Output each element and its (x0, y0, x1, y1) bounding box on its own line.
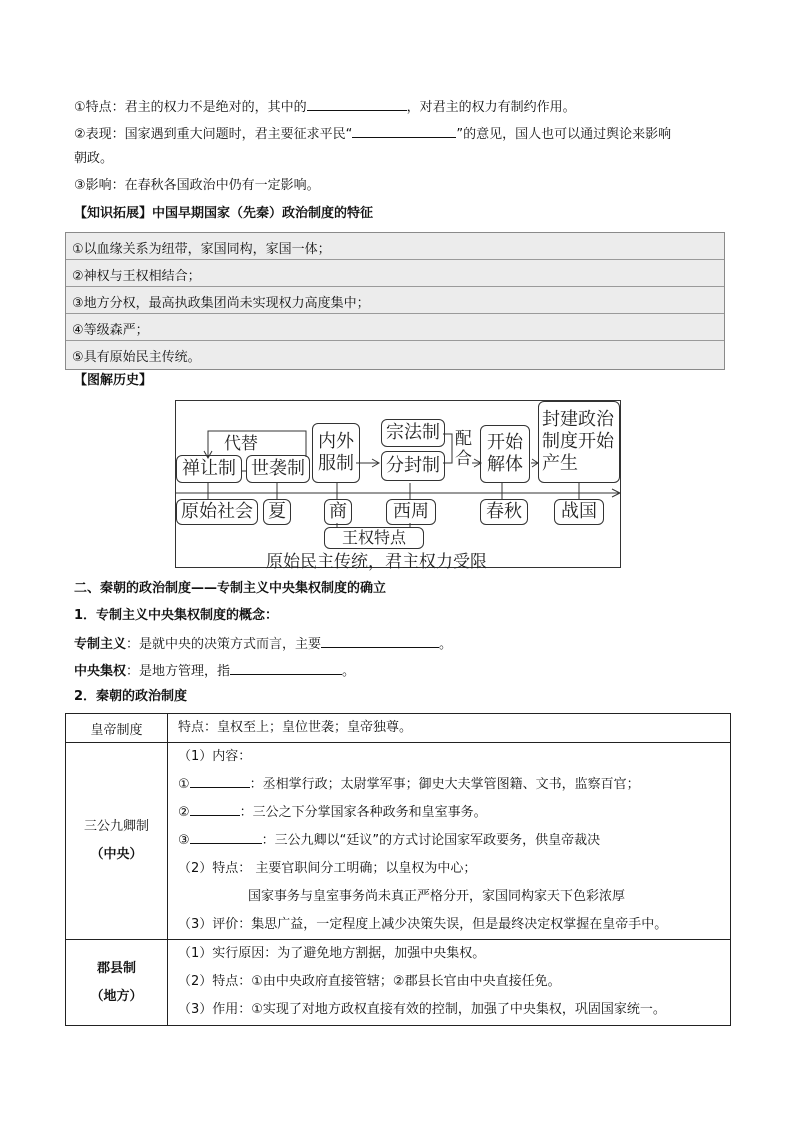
subheading-concept: 1．专制主义中央集权制度的概念： (74, 608, 279, 623)
qin-system-table (65, 713, 731, 1026)
peihe-label: 配 合 (455, 429, 472, 469)
shixi-box: 世袭制 (246, 455, 310, 483)
era-primitive: 原始社会 (176, 499, 258, 525)
fill-blank[interactable] (190, 774, 250, 788)
neiwai-box: 内外 服制 (312, 423, 360, 483)
feature-box (65, 232, 725, 370)
table-row (66, 743, 731, 940)
fill-blank[interactable] (190, 802, 240, 816)
fill-blank[interactable] (230, 661, 342, 675)
emperor-system-label: 皇帝制度 (66, 714, 168, 743)
section-heading: 二、秦朝的政治制度——专制主义中央集权制度的确立 (74, 581, 387, 596)
fengjian-box: 封建政治 制度开始 产生 (538, 401, 620, 483)
era-xizhou: 西周 (386, 499, 436, 525)
performance-line: ②表现：国家遇到重大问题时，君主要征求平民“ ”的意见，国人也可以通过舆论来影响 (74, 124, 671, 144)
fenfeng-box: 分封制 (381, 451, 445, 481)
era-chunqiu: 春秋 (480, 499, 528, 525)
diagram-summary: 原始民主传统，君主权力受限 (266, 552, 487, 572)
shanrang-box: 禅让制 (176, 455, 242, 483)
era-xia: 夏 (263, 499, 291, 525)
junxian-label: 郡县制 （地方） (66, 940, 168, 1026)
list-item: ③地方分权，最高执政集团尚未实现权力高度集中； (66, 287, 724, 314)
feature-line: ①特点：君主的权力不是绝对的，其中的 ，对君主的权力有制约作用。 (74, 97, 576, 117)
list-item: ⑤具有原始民主传统。 (72, 350, 201, 365)
influence-line: ③影响：在春秋各国政治中仍有一定影响。 (74, 178, 320, 193)
autocracy-line: 专制主义：是就中央的决策方式而言，主要 。 (74, 634, 452, 654)
replace-label: 代替 (224, 434, 258, 454)
wangquan-box: 王权特点 (324, 527, 424, 549)
fill-blank[interactable] (352, 124, 456, 138)
fill-blank[interactable] (321, 634, 439, 648)
table-row (66, 940, 731, 1026)
centralization-line: 中央集权：是地方管理，指 。 (74, 661, 355, 681)
junxian-content: （1）实行原因：为了避免地方割据，加强中央集权。 （2）特点：①由中央政府直接管辖；②郡县长官由中央直接任免。 （3）作用：①实现了对地方政权直接有效的控制，加强了中央集权，巩固国家统一。 (168, 940, 731, 1026)
jieti-box: 开始 解体 (480, 425, 530, 483)
extension-title: 【知识拓展】中国早期国家（先秦）政治制度的特征 (74, 206, 374, 221)
sangong-content: （1）内容： ① ：丞相掌行政；太尉掌军事；御史大夫掌管图籍、文书，监察百官； ② ：三公之下分掌国家各种政务和皇室事务。 ③ ：三公九卿以“廷议”的方式讨论国家军政要务，供皇帝裁决 （2）特点： 主要官职间分工明确；以皇权为中心； 国家事务与皇室事务尚未真正严格分开，家国同构家天下色彩浓厚 （3）评价：集思广益，一定程度上减少决策失误，但是最终决定权掌握在皇帝手中。 (168, 743, 731, 940)
era-shang: 商 (324, 499, 352, 525)
list-item: ②神权与王权相结合； (66, 260, 724, 287)
list-item: ④等级森严； (66, 314, 724, 341)
table-row (66, 714, 731, 743)
history-diagram (175, 400, 621, 572)
performance-line-cont: 朝政。 (74, 151, 114, 166)
list-item: ①以血缘关系为纽带，家国同构，家国一体； (66, 233, 724, 260)
fill-blank[interactable] (190, 830, 262, 844)
fill-blank[interactable] (307, 97, 407, 111)
subheading-qin: 2．秦朝的政治制度 (74, 689, 188, 704)
era-zhanguo: 战国 (554, 499, 604, 525)
diagram-title: 【图解历史】 (74, 373, 153, 388)
zongfa-box: 宗法制 (381, 419, 445, 447)
emperor-system-content: 特点：皇权至上；皇位世袭；皇帝独尊。 (168, 714, 731, 743)
sangong-label: 三公九卿制 （中央） (66, 743, 168, 940)
